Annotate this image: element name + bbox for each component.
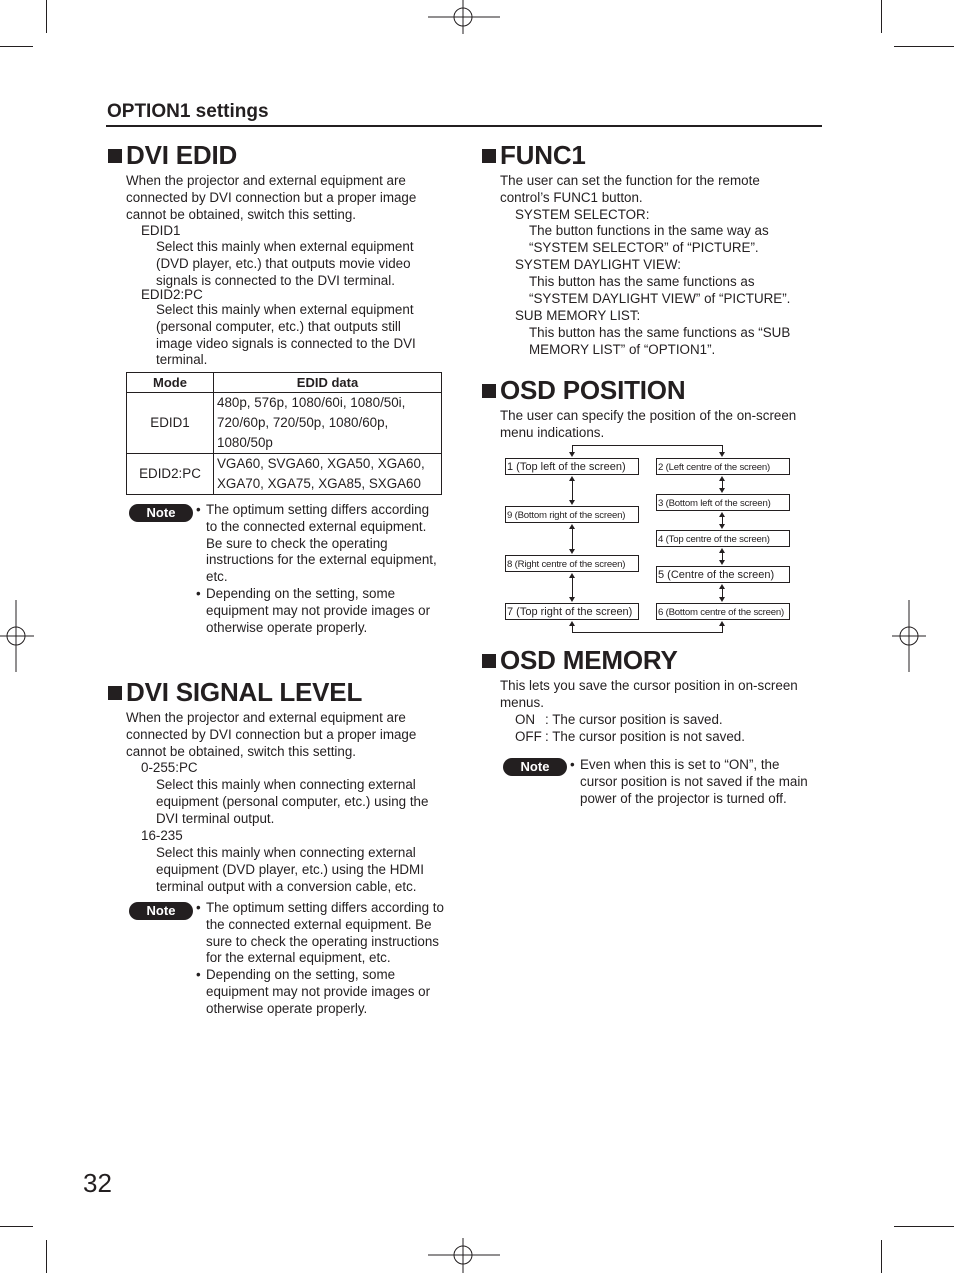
text-line: equipment (DVD player, etc.) using the HDMI xyxy=(156,861,424,877)
table-row xyxy=(127,393,442,454)
text-line: the connected external equipment. Be xyxy=(206,916,432,932)
osd-memory-title: OSD MEMORY xyxy=(500,645,678,675)
position-box-3: 3 (Bottom left of the screen) xyxy=(656,494,790,511)
arrow-down-icon xyxy=(569,597,575,602)
text-line: This lets you save the cursor position in on-screen xyxy=(500,678,798,693)
text-line: • The optimum setting differs according xyxy=(206,502,430,517)
text-line: terminal. xyxy=(156,352,208,368)
func1-item-label: SYSTEM SELECTOR: xyxy=(515,207,650,222)
arrow-up-icon xyxy=(569,524,575,529)
osd-memory-on-label: ON xyxy=(515,712,536,727)
text-line: menus. xyxy=(500,694,544,710)
text-line: Select this mainly when connecting external xyxy=(156,845,416,860)
func1-item-label: SYSTEM DAYLIGHT VIEW: xyxy=(515,257,681,272)
arrow-down-icon xyxy=(569,500,575,505)
signal-option2-description xyxy=(156,845,424,895)
dvi-signal-notes xyxy=(196,900,458,1018)
table-cell-mode: EDID1 xyxy=(127,393,214,454)
registration-mark-left xyxy=(0,600,34,672)
text-line: connected by DVI connection but a proper image xyxy=(126,726,417,742)
square-bullet-icon xyxy=(108,686,122,700)
text-line: MEMORY LIST” of “OPTION1”. xyxy=(529,341,716,357)
registration-mark-bottom xyxy=(428,1238,500,1273)
text-line: DVI terminal output. xyxy=(156,810,275,826)
text-line: • Depending on the setting, some xyxy=(206,967,396,983)
dvi-edid-notes xyxy=(196,502,456,636)
position-box-1: 1 (Top left of the screen) xyxy=(505,458,639,475)
arrow-up-icon xyxy=(719,584,725,589)
text-line: instructions for the external equipment, xyxy=(206,552,437,568)
text-line: This button has the same functions as “SUB xyxy=(529,325,791,340)
text-line: equipment (personal computer, etc.) using the xyxy=(156,793,429,809)
text-line: • Depending on the setting, some xyxy=(206,585,396,601)
text-line: control’s FUNC1 button. xyxy=(500,189,643,205)
func1-item-description xyxy=(529,325,790,359)
dvi-edid-title: DVI EDID xyxy=(126,140,238,170)
note-badge: Note xyxy=(129,504,193,522)
text-line: equipment may not provide images or xyxy=(206,983,431,999)
text-line: 480p, 576p, 1080/60i, 1080/50i, xyxy=(217,395,406,410)
section-rule xyxy=(106,125,822,127)
text-line: equipment may not provide images or xyxy=(206,602,431,618)
table-cell-data xyxy=(214,393,442,454)
text-line: connected by DVI connection but a proper image xyxy=(126,189,417,205)
dvi-edid-heading xyxy=(108,140,237,171)
text-line: signals is connected to the DVI terminal. xyxy=(156,272,395,288)
osd-position-title: OSD POSITION xyxy=(500,375,686,405)
edid2-description xyxy=(156,302,416,369)
table-cell-mode: EDID2:PC xyxy=(127,454,214,495)
dvi-signal-intro xyxy=(126,710,416,760)
page-number: 32 xyxy=(83,1168,112,1198)
crop-mark xyxy=(881,1240,882,1273)
crop-mark xyxy=(46,1240,47,1273)
arrow-down-icon xyxy=(719,560,725,565)
arrow-down-icon xyxy=(569,452,575,457)
text-line: terminal output with a conversion cable, etc. xyxy=(156,878,417,894)
text-line: etc. xyxy=(206,569,228,585)
crop-mark xyxy=(46,0,47,33)
text-line: image video signals is connected to the DVI xyxy=(156,335,416,351)
osd-position-intro xyxy=(500,408,796,442)
column-header-mode: Mode xyxy=(127,373,214,393)
func1-heading xyxy=(482,140,586,171)
table-row xyxy=(127,454,442,495)
func1-intro xyxy=(500,173,760,207)
arrow-up-icon xyxy=(719,476,725,481)
text-line: Select this mainly when connecting external xyxy=(156,777,416,792)
signal-option2-label: 16-235 xyxy=(141,828,183,843)
position-box-2: 2 (Left centre of the screen) xyxy=(656,458,790,475)
osd-memory-off-label: OFF xyxy=(515,729,542,744)
crop-mark xyxy=(894,1226,954,1227)
text-line: The button functions in the same way as xyxy=(529,223,769,238)
column-header-edid-data: EDID data xyxy=(214,373,442,393)
signal-option1-description xyxy=(156,777,428,827)
table-cell-data xyxy=(214,454,442,495)
arrow-down-icon xyxy=(719,524,725,529)
func1-item-label: SUB MEMORY LIST: xyxy=(515,308,641,323)
text-line: (DVD player, etc.) that outputs movie video xyxy=(156,255,411,271)
text-line: “SYSTEM SELECTOR” of “PICTURE”. xyxy=(529,239,759,255)
arrow-up-icon xyxy=(719,548,725,553)
text-line: power of the projector is turned off. xyxy=(580,790,787,806)
note-badge: Note xyxy=(129,902,193,920)
square-bullet-icon xyxy=(482,384,496,398)
note-bullet xyxy=(196,967,458,1017)
note-bullet xyxy=(570,757,830,807)
text-line: 1080/50p xyxy=(217,435,273,450)
connector xyxy=(572,577,573,599)
arrow-up-icon xyxy=(719,621,725,626)
arrow-down-icon xyxy=(719,452,725,457)
position-box-7: 7 (Top right of the screen) xyxy=(505,603,639,620)
arrow-down-icon xyxy=(719,597,725,602)
text-line: This button has the same functions as xyxy=(529,274,755,289)
dvi-signal-level-heading xyxy=(108,677,362,708)
text-line: otherwise operate properly. xyxy=(206,1000,368,1016)
table-header-row xyxy=(127,373,442,393)
connector xyxy=(722,625,723,633)
osd-position-heading xyxy=(482,375,685,406)
connector xyxy=(572,480,573,502)
func1-item-description xyxy=(529,274,790,308)
connector xyxy=(572,632,723,633)
text-line: Be sure to check the operating xyxy=(206,535,388,551)
osd-memory-on-description: : The cursor position is saved. xyxy=(545,712,723,727)
dvi-signal-level-title: DVI SIGNAL LEVEL xyxy=(126,677,363,707)
text-line: menu indications. xyxy=(500,424,605,440)
text-line: Select this mainly when external equipment xyxy=(156,302,414,317)
arrow-up-icon xyxy=(719,512,725,517)
text-line: The user can specify the position of the on-screen xyxy=(500,408,797,423)
text-line: 720/60p, 720/50p, 1080/60p, xyxy=(217,415,389,430)
text-line: “SYSTEM DAYLIGHT VIEW” of “PICTURE”. xyxy=(529,290,791,306)
osd-memory-intro xyxy=(500,678,798,712)
edid1-label: EDID1 xyxy=(141,223,181,238)
square-bullet-icon xyxy=(482,654,496,668)
text-line: • The optimum setting differs according to xyxy=(206,900,444,915)
arrow-up-icon xyxy=(569,621,575,626)
note-badge: Note xyxy=(503,758,567,776)
note-bullet xyxy=(196,586,456,636)
text-line: Select this mainly when external equipment xyxy=(156,239,414,254)
dvi-edid-intro xyxy=(126,173,416,223)
text-line: When the projector and external equipment are xyxy=(126,710,406,725)
section-title: OPTION1 settings xyxy=(107,101,269,122)
position-box-9: 9 (Bottom right of the screen) xyxy=(505,506,639,523)
text-line: XGA70, XGA75, XGA85, SXGA60 xyxy=(217,476,421,491)
position-box-6: 6 (Bottom centre of the screen) xyxy=(656,603,790,620)
position-box-5: 5 (Centre of the screen) xyxy=(656,566,790,583)
text-line: VGA60, SVGA60, XGA50, XGA60, xyxy=(217,456,425,471)
crop-mark xyxy=(881,0,882,33)
edid1-description xyxy=(156,239,414,289)
text-line: The user can set the function for the remote xyxy=(500,173,760,188)
text-line: cannot be obtained, switch this setting. xyxy=(126,743,357,759)
note-bullet xyxy=(196,900,458,967)
text-line: When the projector and external equipment are xyxy=(126,173,406,188)
position-box-4: 4 (Top centre of the screen) xyxy=(656,530,790,547)
arrow-up-icon xyxy=(569,476,575,481)
crop-mark xyxy=(894,46,954,47)
registration-mark-right xyxy=(892,600,926,672)
signal-option1-label: 0-255:PC xyxy=(141,760,198,775)
func1-item-description xyxy=(529,223,769,257)
square-bullet-icon xyxy=(482,149,496,163)
osd-memory-heading xyxy=(482,645,678,676)
edid2-label: EDID2:PC xyxy=(141,287,203,302)
crop-mark xyxy=(0,46,33,47)
text-line: for the external equipment, etc. xyxy=(206,950,391,966)
func1-title: FUNC1 xyxy=(500,140,586,170)
text-line: • Even when this is set to “ON”, the xyxy=(580,757,780,772)
text-line: cannot be obtained, switch this setting. xyxy=(126,206,357,222)
crop-mark xyxy=(0,1226,33,1227)
text-line: cursor position is not saved if the main xyxy=(580,773,808,789)
osd-memory-off-description: : The cursor position is not saved. xyxy=(545,729,745,744)
osd-memory-notes xyxy=(570,757,830,807)
arrow-down-icon xyxy=(719,488,725,493)
registration-mark-top xyxy=(428,0,500,36)
position-box-8: 8 (Right centre of the screen) xyxy=(505,555,639,572)
text-line: otherwise operate properly. xyxy=(206,619,368,635)
connector xyxy=(572,528,573,551)
text-line: (personal computer, etc.) that outputs still xyxy=(156,318,401,334)
text-line: sure to check the operating instructions xyxy=(206,933,439,949)
arrow-down-icon xyxy=(569,549,575,554)
connector xyxy=(572,445,723,446)
note-bullet xyxy=(196,502,456,586)
edid-table xyxy=(126,372,442,495)
square-bullet-icon xyxy=(108,149,122,163)
arrow-up-icon xyxy=(569,573,575,578)
text-line: to the connected external equipment. xyxy=(206,518,427,534)
